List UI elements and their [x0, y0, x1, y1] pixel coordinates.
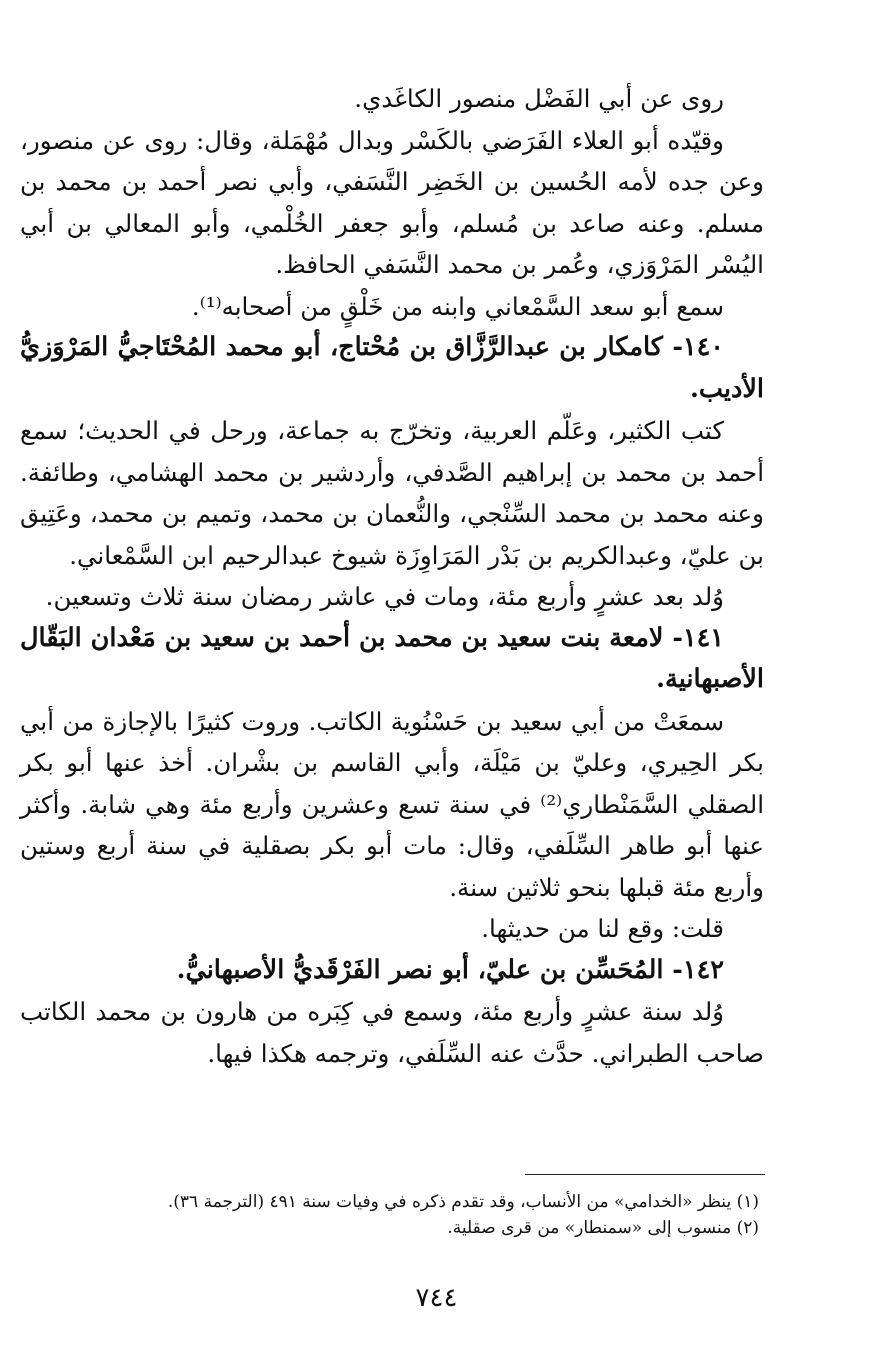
- entry-heading-142: ١٤٢- المُحَسِّن بن عليّ، أبو نصر الفَرْقَديُّ الأصبهانيُّ.: [176, 954, 724, 985]
- footnote-2: (٢) منسوب إلى «سمنطار» من قرى صقلية.: [447, 1218, 759, 1238]
- footnotes: [20, 1174, 765, 1241]
- entry-heading-141: ١٤١- لامعة بنت سعيد بن محمد بن أحمد بن سعيد بن مَعْدان البَقّال الأصبهانية.: [20, 622, 764, 694]
- paragraph-3: سمع أبو سعد السَّمْعاني وابنه من خَلْقٍ من أصحابه⁽¹⁾.: [191, 291, 724, 321]
- paragraph-1: روى عن أبي الفَضْل منصور الكاغَدي.: [354, 84, 724, 113]
- footnote-divider: [525, 1174, 765, 1175]
- paragraph-4: كتب الكثير، وعَلّم العربية، وتخرّج به جماعة، ورحل في الحديث؛ سمع أحمد بن محمد بن إبراهيم الصَّدفي، وأردشير بن محمد الهشامي، وطائفة. وعنه محمد بن محمد السِّنْجي، والنُّعمان بن محمد، وتميم بن محمد، وعَتِيق بن عليّ، وعبدالكريم بن بَدْر المَرَاوِزَة شيوخ عبدالرحيم ابن السَّمْعاني.: [20, 416, 764, 570]
- paragraph-8: وُلد سنة عشرٍ وأربع مئة، وسمع في كِبَره من هارون بن محمد الكاتب صاحب الطبراني. حدَّث عنه السِّلَفي، وترجمه هكذا فيها.: [20, 997, 764, 1068]
- page-number: ٧٤٤: [415, 1283, 458, 1313]
- entry-heading-140: ١٤٠- كامكار بن عبدالرَّزَّاق بن مُحْتاج، أبو محمد المُحْتَاجيُّ المَرْوَزيُّ الأديب.: [20, 332, 764, 404]
- paragraph-7: قلت: وقع لنا من حديثها.: [481, 914, 724, 943]
- footnote-1: (١) ينظر «الخدامي» من الأنساب، وقد تقدم ذكره في وفيات سنة ٤٩١ (الترجمة ٣٦).: [167, 1192, 759, 1212]
- paragraph-2: وقيّده أبو العلاء الفَرَضي بالكَسْر وبدال مُهْمَلة، وقال: روى عن منصور، وعن جده لأمه الحُسين بن الخَضِر النَّسَفي، وأبي نصر أحمد بن محمد بن مسلم. وعنه صاعد بن مُسلم، وأبو جعفر الخُلْمي، وأبو المعالي بن أبي اليُسْر المَرْوَزي، وعُمر بن محمد النَّسَفي الحافظ.: [20, 125, 764, 279]
- paragraph-5: وُلد بعد عشرٍ وأربع مئة، ومات في عاشر رمضان سنة ثلاث وتسعين.: [45, 582, 724, 611]
- paragraph-6: سمعَتْ من أبي سعيد بن حَسْنُوية الكاتب. وروت كثيرًا بالإجازة من أبي بكر الحِيري، وعليّ بن مَيْلَة، وأبي القاسم بن بشْران. أخذ عنها أبو بكر الصقلي السَّمَنْطاري⁽²⁾ في سنة تسع وعشرين وأربع مئة وهي شابة. وأكثر عنها أبو طاهر السِّلَفي، وقال: مات أبو بكر بصقلية في سنة أربع وستين وأربع مئة قبلها بنحو ثلاثين سنة.: [20, 706, 765, 902]
- page-body: [20, 78, 764, 1074]
